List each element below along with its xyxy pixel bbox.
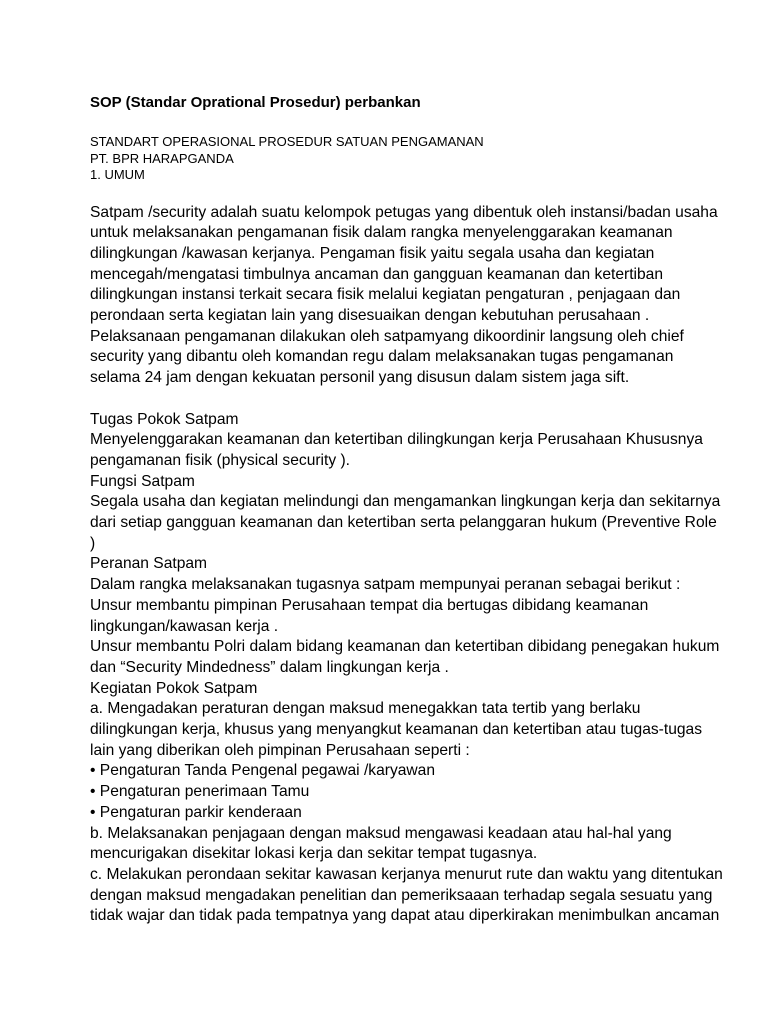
text-line: perondaan serta kegiatan lain yang disesuaikan dengan kebutuhan perusahaan .	[90, 307, 650, 325]
text-line: mencegah/mengatasi timbulnya ancaman dan gangguan keamanan dan ketertiban	[90, 265, 664, 283]
text-line: )	[90, 534, 96, 552]
text-line: Dalam rangka melaksanakan tugasnya satpam mempunyai peranan sebagai berikut :	[90, 576, 681, 594]
text-line: dilingkungan /kawasan kerjanya. Pengaman fisik yaitu segala usaha dan kegiatan	[90, 244, 655, 262]
text-line: pengamanan fisik (physical security ).	[90, 451, 351, 469]
document-content	[90, 93, 723, 927]
text-line: lain yang diberikan oleh pimpinan Perusahaan seperti :	[90, 741, 470, 759]
document-title: SOP (Standar Oprational Prosedur) perbankan	[90, 94, 421, 111]
text-line: Unsur membantu pimpinan Perusahaan tempat dia bertugas dibidang keamanan	[90, 596, 649, 614]
text-line: mencurigakan disekitar lokasi kerja dan sekitar tempat tugasnya.	[90, 845, 538, 863]
text-line: dilingkungan instansi terkait secara fisik melalui kegiatan pengaturan , penjagaan dan	[90, 286, 681, 304]
section-heading-tugas-pokok: Tugas Pokok Satpam	[90, 410, 239, 428]
text-line: dari setiap gangguan keamanan dan ketertiban serta pelanggaran hukum (Preventive Role	[90, 514, 717, 532]
document-header	[90, 134, 690, 184]
text-line: b. Melaksanakan penjagaan dengan maksud mengawasi keadaan atau hal-hal yang	[90, 824, 672, 842]
section-heading-kegiatan-pokok: Kegiatan Pokok Satpam	[90, 679, 258, 697]
text-line: a. Mengadakan peraturan dengan maksud menegakkan tata tertib yang berlaku	[90, 700, 641, 718]
text-line: c. Melakukan perondaan sekitar kawasan kerjanya menurut rute dan waktu yang ditentukan	[90, 865, 723, 883]
section-heading-fungsi: Fungsi Satpam	[90, 472, 195, 490]
text-line: Menyelenggarakan keamanan dan ketertiban dilingkungan kerja Perusahaan Khususnya	[90, 431, 703, 449]
text-line: Segala usaha dan kegiatan melindungi dan mengamankan lingkungan kerja dan sekitarnya	[90, 493, 721, 511]
header-line: 1. UMUM	[90, 167, 145, 182]
text-line: untuk melaksanakan pengamanan fisik dalam rangka menyelenggarakan keamanan	[90, 224, 673, 242]
header-line: PT. BPR HARAPGANDA	[90, 150, 234, 166]
header-line: STANDART OPERASIONAL PROSEDUR SATUAN PENGAMANAN	[90, 134, 484, 149]
text-line: Pelaksanaan pengamanan dilakukan oleh satpamyang dikoordinir langsung oleh chief	[90, 327, 684, 345]
sections-body	[90, 410, 723, 928]
intro-paragraph	[90, 203, 718, 389]
section-heading-peranan: Peranan Satpam	[90, 555, 208, 573]
text-line: dilingkungan kerja, khusus yang menyangkut keamanan dan ketertiban atau tugas-tugas	[90, 721, 703, 739]
text-line: Unsur membantu Polri dalam bidang keamanan dan ketertiban dibidang penegakan hukum	[90, 638, 720, 656]
text-line: selama 24 jam dengan kekuatan personil yang disusun dalam sistem jaga sift.	[90, 369, 630, 387]
text-line: security yang dibantu oleh komandan regu dalam melaksanakan tugas pengamanan	[90, 348, 674, 366]
bullet-item: • Pengaturan Tanda Pengenal pegawai /karyawan	[90, 762, 436, 780]
text-line: lingkungan/kawasan kerja .	[90, 617, 279, 635]
text-line: dengan maksud mengadakan penelitian dan pemeriksaaan terhadap segala sesuatu yang	[90, 886, 713, 904]
bullet-item: • Pengaturan parkir kenderaan	[90, 803, 302, 821]
text-line: tidak wajar dan tidak pada tempatnya yang dapat atau diperkirakan menimbulkan ancaman	[90, 907, 720, 925]
text-line: dan “Security Mindedness” dalam lingkungan kerja .	[90, 658, 449, 676]
text-line: Satpam /security adalah suatu kelompok petugas yang dibentuk oleh instansi/badan usaha	[90, 203, 718, 221]
bullet-item: • Pengaturan penerimaan Tamu	[90, 783, 310, 801]
